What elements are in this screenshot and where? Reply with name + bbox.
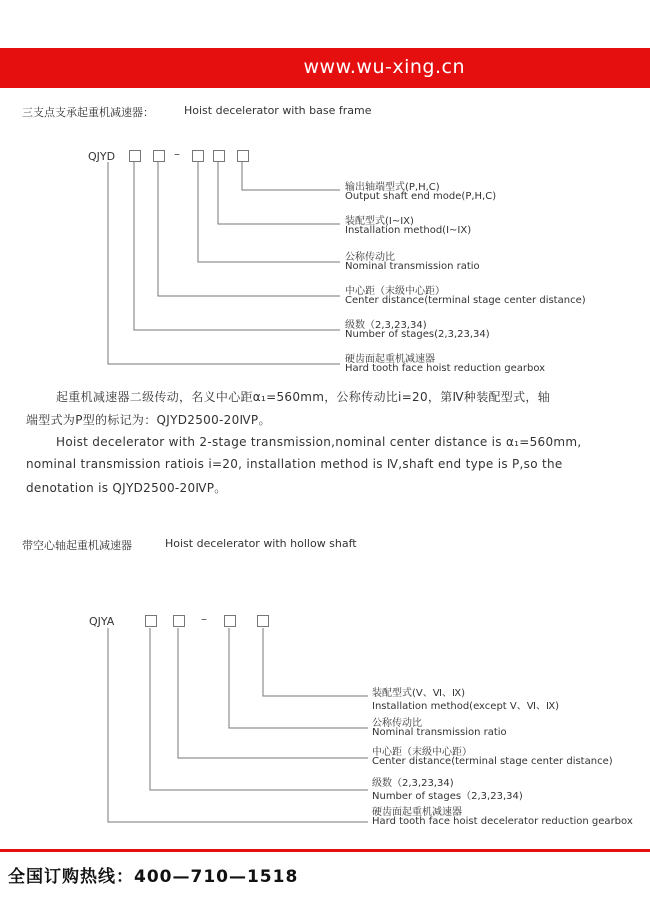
label-gearbox-cn: 硬齿面起重机减速器 — [345, 354, 435, 365]
example-en-line3: denotation is QJYD2500-20ⅣP。 — [26, 481, 227, 495]
code2-dash: – — [201, 612, 207, 626]
site-url[interactable]: www.wu-xing.cn — [303, 56, 465, 78]
section2-title-cn: 带空心轴起重机减速器 — [22, 539, 132, 552]
label2-installation-cn: 装配型式(Ⅴ、Ⅵ、Ⅸ) — [372, 688, 466, 699]
label-stages-cn: 级数（2,3,23,34) — [345, 320, 427, 331]
label2-stages-cn: 级数（2,3,23,34) — [372, 778, 454, 789]
label2-installation-en: Installation method(except Ⅴ、Ⅵ、Ⅸ) — [372, 701, 560, 712]
model-code-qjyd: QJYD — [88, 150, 116, 163]
example-en-line1: Hoist decelerator with 2-stage transmission,nominal center distance is α₁=560mm, — [56, 435, 582, 449]
code2-box-center-distance — [173, 615, 185, 627]
example-cn-line2: 端型式为P型的标记为：QJYD2500-20ⅣP。 — [26, 413, 271, 427]
label-center-distance-en: Center distance(terminal stage center distance) — [345, 295, 586, 306]
label-installation-cn: 装配型式(I~IX) — [345, 216, 414, 227]
label-shaft-end-cn: 输出轴端型式(P,H,C) — [345, 182, 440, 193]
label2-ratio-cn: 公称传动比 — [372, 718, 422, 729]
label2-gearbox-en: Hard tooth face hoist decelerator reduction gearbox — [372, 816, 633, 827]
section1-title-cn: 三支点支承起重机减速器： — [22, 106, 154, 119]
label-ratio-cn: 公称传动比 — [345, 252, 395, 263]
label2-center-distance-cn: 中心距（末级中心距） — [372, 747, 472, 758]
model-code-qjya: QJYA — [89, 615, 115, 628]
label2-stages-en: Number of stages（2,3,23,34) — [372, 791, 523, 802]
example-en-line2: nominal transmission ratiois i=20, installation method is Ⅳ,shaft end type is P,so the — [26, 457, 563, 471]
label2-gearbox-cn: 硬齿面起重机减速器 — [372, 807, 462, 818]
label-center-distance-cn: 中心距（末级中心距） — [345, 286, 445, 297]
label2-ratio-en: Nominal transmission ratio — [372, 727, 507, 738]
code2-box-ratio — [224, 615, 236, 627]
section1-title-en: Hoist decelerator with base frame — [184, 104, 372, 117]
code-dash: – — [174, 147, 180, 161]
label2-center-distance-en: Center distance(terminal stage center distance) — [372, 756, 613, 767]
code2-box-installation — [257, 615, 269, 627]
label-ratio-en: Nominal transmission ratio — [345, 261, 480, 272]
label-gearbox-en: Hard tooth face hoist reduction gearbox — [345, 363, 546, 374]
example-cn-line1: 起重机减速器二级传动，名义中心距α₁=560mm，公称传动比i=20，第Ⅳ种装配型式，轴 — [56, 390, 550, 404]
label-shaft-end-en: Output shaft end mode(P,H,C) — [345, 191, 497, 202]
label-installation-en: Installation method(I~IX) — [345, 225, 472, 236]
label-stages-en: Number of stages(2,3,23,34) — [345, 329, 490, 340]
section2-title-en: Hoist decelerator with hollow shaft — [165, 537, 357, 550]
footer-divider — [0, 849, 650, 852]
code2-box-stages — [145, 615, 157, 627]
order-hotline: 全国订购热线：400—710—1518 — [8, 867, 299, 887]
